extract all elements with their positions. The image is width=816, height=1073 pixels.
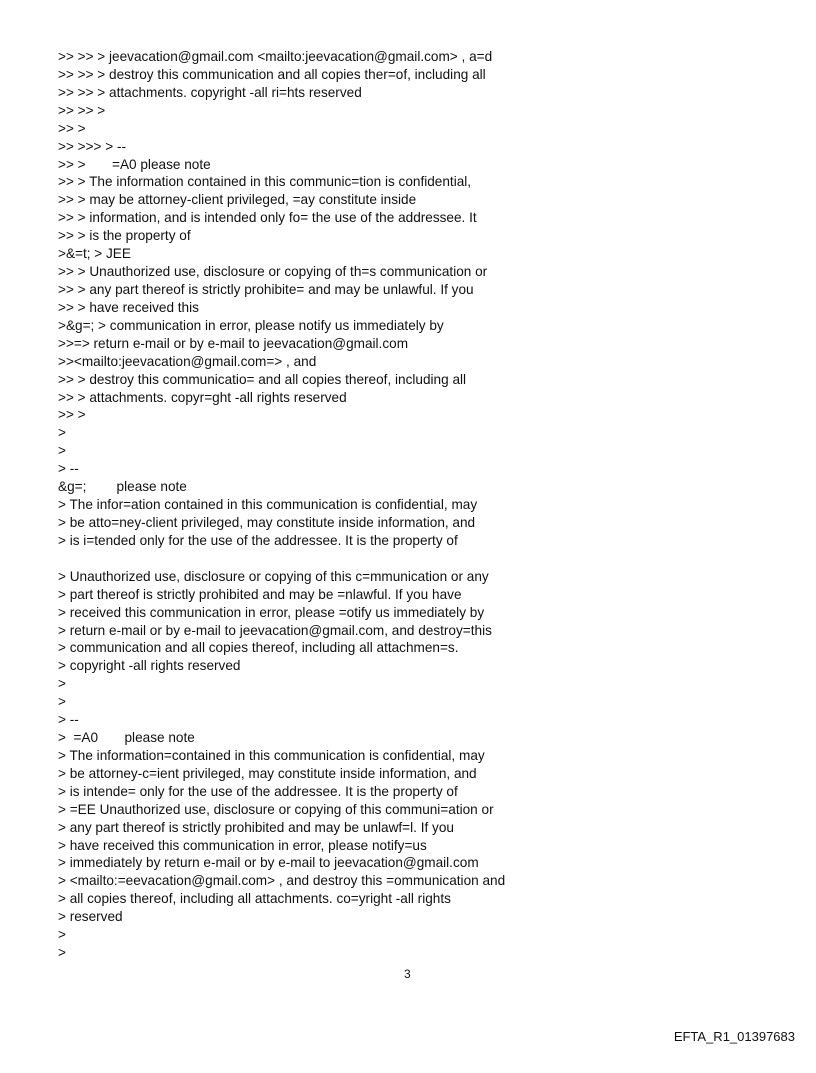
text-line: > [58,425,66,441]
text-line: > <mailto:=eevacation@gmail.com> , and destroy this =ommunication and [58,873,506,889]
text-line: > [58,694,66,710]
text-line: > -- [58,712,79,728]
text-line [58,550,505,568]
document-id-footer: EFTA_R1_01397683 [673,1029,795,1044]
text-line: > The information=contained in this communication is confidential, may [58,747,485,763]
text-line: > The infor=ation contained in this communication is confidential, may [58,497,478,513]
text-line: > [58,676,66,692]
text-line: > communication and all copies thereof, including all attachmen=s. [58,640,459,656]
text-line: > return e-mail or by e-mail to jeevacation@gmail.com, and destroy=this [58,622,492,638]
text-line: >> >> > jeevacation@gmail.com <mailto:jeevacation@gmail.com> , a=d [58,49,493,64]
text-line: > [58,945,66,961]
text-line: > [58,927,66,943]
text-line: > be attorney-c=ient privileged, may constitute inside information, and [58,765,477,781]
text-line: >> > =A0 please note [58,156,211,172]
text-line: >> > Unauthorized use, disclosure or copying of th=s communication or [58,264,488,280]
text-line: >&=t; > JEE [58,246,131,262]
text-line: > all copies thereof, including all attachments. co=yright -all rights [58,891,451,907]
text-line: &g=; please note [58,479,187,495]
text-line: >> >>> > -- [58,138,127,154]
text-line: >> >> > [58,102,106,118]
text-line: > Unauthorized use, disclosure or copying of this c=mmunication or any [58,568,489,584]
text-line: > part thereof is strictly prohibited and may be =nlawful. If you have [58,586,462,602]
text-line: > =EE Unauthorized use, disclosure or copying of this communi=ation or [58,801,494,817]
text-line: > copyright -all rights reserved [58,658,241,674]
text-line: > reserved [58,909,123,925]
email-body-text [58,48,505,962]
text-line: > immediately by return e-mail or by e-mail to jeevacation@gmail.com [58,855,479,871]
text-line: >> > have received this [58,299,199,315]
text-line: > have received this communication in error, please notify=us [58,837,427,853]
text-line: >> > [58,120,86,136]
page-number: 3 [404,967,411,981]
text-line: > is i=tended only for the use of the addressee. It is the property of [58,532,458,548]
text-line: > is intende= only for the use of the addressee. It is the property of [58,783,458,799]
text-line: >> > any part thereof is strictly prohibite= and may be unlawful. If you [58,281,474,297]
text-line: > [58,443,66,459]
text-line: >> > destroy this communicatio= and all copies thereof, including all [58,371,467,387]
text-line: >> > is the property of [58,228,191,244]
text-line: >&g=; > communication in error, please notify us immediately by [58,317,444,333]
text-line: >> >> > attachments. copyright -all ri=hts reserved [58,84,362,100]
text-line: >> > information, and is intended only fo= the use of the addressee. It [58,210,477,226]
text-line: >><mailto:jeevacation@gmail.com=> , and [58,353,317,369]
text-line: > be atto=ney-client privileged, may constitute inside information, and [58,514,476,530]
text-line: >> > attachments. copyr=ght -all rights reserved [58,389,347,405]
text-line: > =A0 please note [58,730,195,746]
text-line: > received this communication in error, please =otify us immediately by [58,604,485,620]
text-line: >> > [58,407,86,423]
text-line: > any part thereof is strictly prohibited and may be unlawf=l. If you [58,819,454,835]
text-line: >> > The information contained in this communic=tion is confidential, [58,174,472,190]
text-line: >> >> > destroy this communication and all copies ther=of, including all [58,66,486,82]
text-line: >> > may be attorney-client privileged, =ay constitute inside [58,192,417,208]
text-line: > -- [58,461,79,477]
text-line: >>=> return e-mail or by e-mail to jeevacation@gmail.com [58,335,409,351]
